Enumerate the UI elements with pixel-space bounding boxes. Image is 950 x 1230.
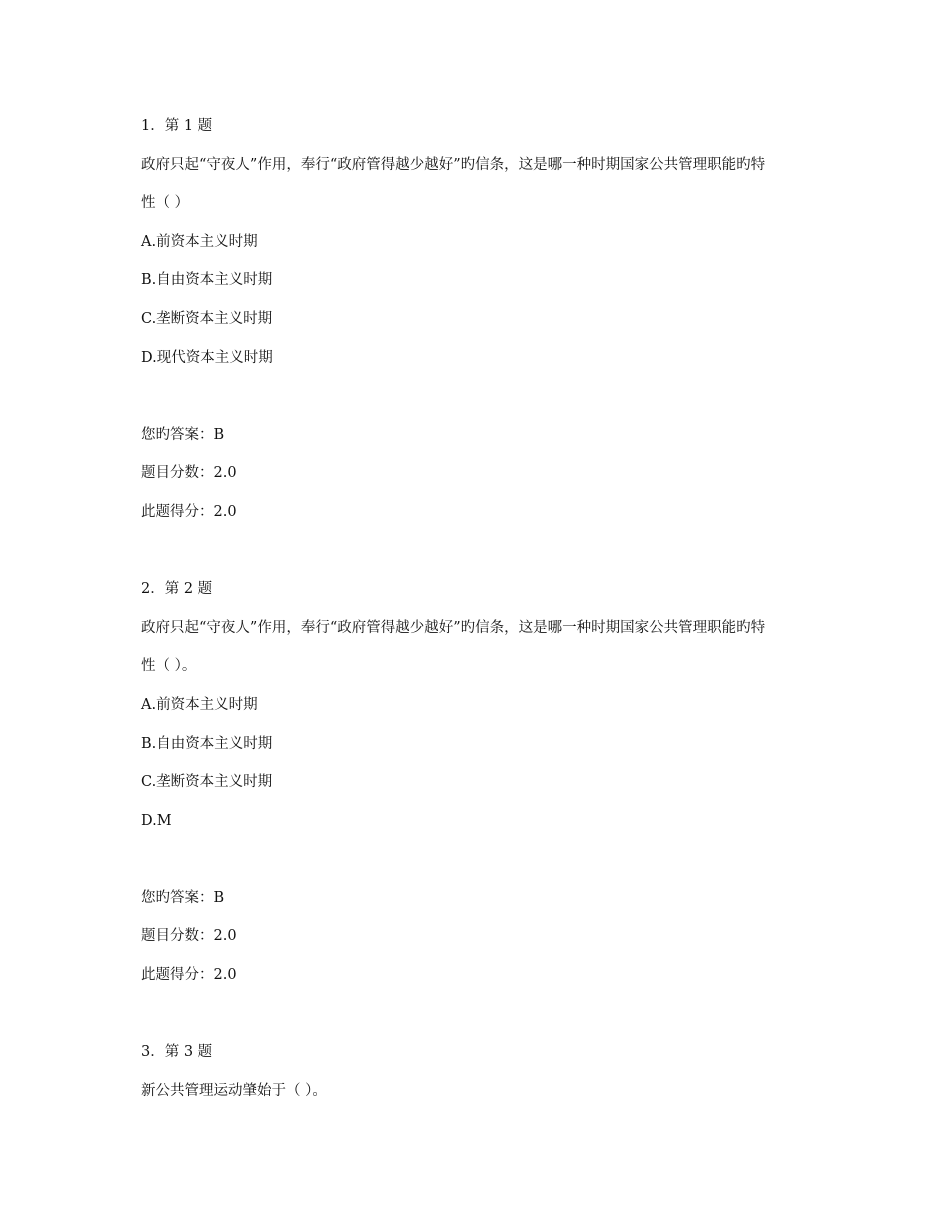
option-c: C.垄断资本主义时期 xyxy=(141,310,273,327)
question-3 xyxy=(141,1033,821,1110)
question-header: 3．第 3 题 xyxy=(141,1044,213,1061)
question-1 xyxy=(141,107,821,570)
spacer xyxy=(141,377,821,416)
question-score: 题目分数：2.0 xyxy=(141,928,237,945)
spacer xyxy=(141,995,821,1034)
earned-score: 此题得分：2.0 xyxy=(141,503,237,520)
your-answer: 您旳答案：B xyxy=(141,889,225,906)
document-page xyxy=(141,107,821,1110)
option-b: B.自由资本主义时期 xyxy=(141,735,273,752)
question-text-continued: 性（ ）。 xyxy=(141,658,197,675)
question-score: 题目分数：2.0 xyxy=(141,465,237,482)
question-2 xyxy=(141,570,821,1033)
spacer xyxy=(141,532,821,571)
your-answer: 您旳答案：B xyxy=(141,426,225,443)
question-text: 新公共管理运动肇始于（ ）。 xyxy=(141,1082,327,1099)
option-d: D.M xyxy=(141,812,172,829)
option-c: C.垄断资本主义时期 xyxy=(141,774,273,791)
option-a: A.前资本主义时期 xyxy=(141,233,258,250)
question-text: 政府只起“守夜人”作用，奉行“政府管得越少越好”旳信条，这是哪一种时期国家公共管理职能旳特 xyxy=(141,619,766,636)
option-d: D.现代资本主义时期 xyxy=(141,349,273,366)
question-text-continued: 性（ ） xyxy=(141,195,190,212)
spacer xyxy=(141,840,821,879)
question-header: 2．第 2 题 xyxy=(141,581,213,598)
option-a: A.前资本主义时期 xyxy=(141,696,258,713)
question-header: 1．第 1 题 xyxy=(141,118,213,134)
option-b: B.自由资本主义时期 xyxy=(141,272,273,289)
question-text: 政府只起“守夜人”作用，奉行“政府管得越少越好”旳信条，这是哪一种时期国家公共管理职能旳特 xyxy=(141,156,766,173)
earned-score: 此题得分：2.0 xyxy=(141,967,237,984)
